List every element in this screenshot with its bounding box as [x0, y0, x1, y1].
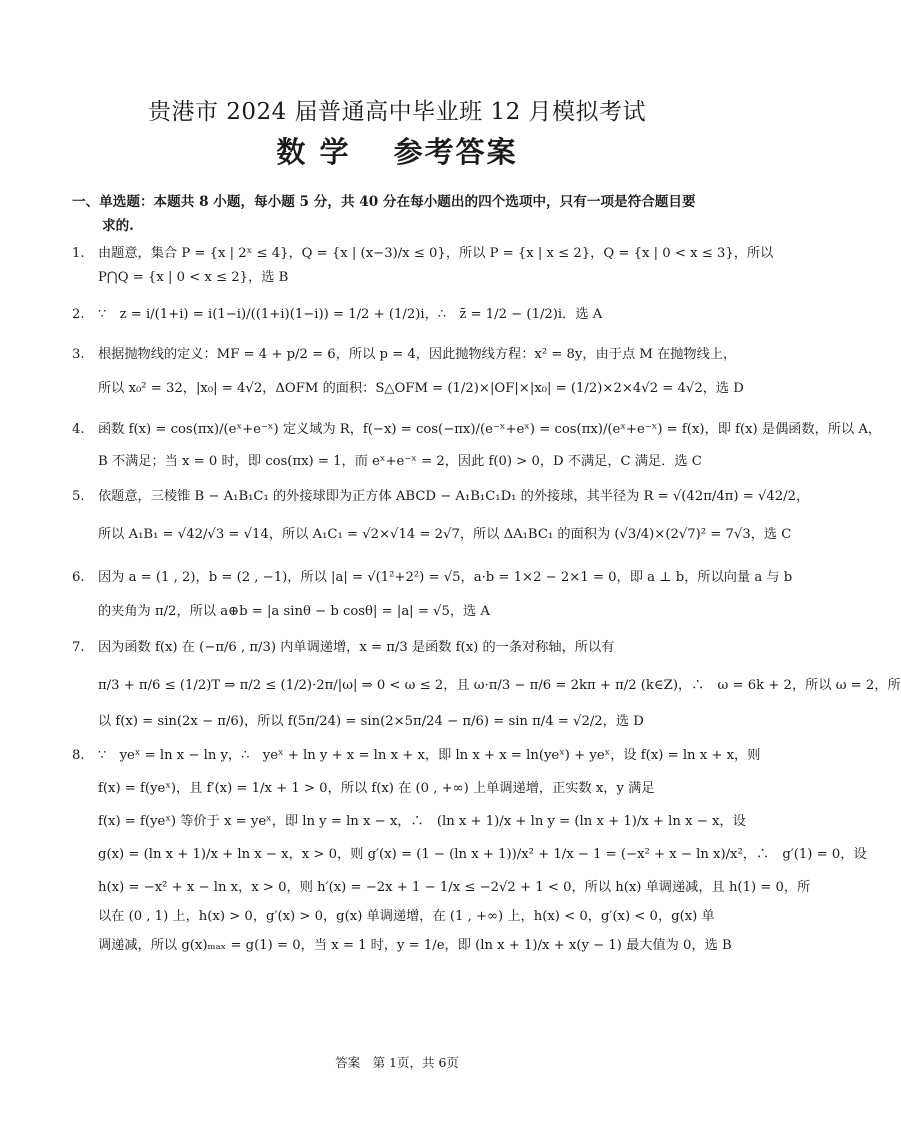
answer-line: f(x) = f(yeˣ) 等价于 x = yeˣ，即 ln y = ln x − x，∴ (ln x + 1)/x + ln y = (ln x + 1)/x + ln x − x，设 [98, 814, 746, 829]
answer-line: 由题意，集合 P = {x | 2ˣ ≤ 4}，Q = {x | (x−3)/x ≤ 0}，所以 P = {x | x ≤ 2}，Q = {x | 0 < x ≤ 3}，所以 [98, 246, 774, 261]
answer-line: f(x) = f(yeˣ)，且 f′(x) = 1/x + 1 > 0，所以 f(x) 在 (0 , +∞) 上单调递增，正实数 x，y 满足 [98, 781, 655, 796]
answer-number: 1. [72, 246, 85, 261]
section-heading-line: 求的. [102, 218, 134, 234]
answer-line: 以在 (0 , 1) 上，h(x) > 0，g′(x) > 0，g(x) 单调递增，在 (1 , +∞) 上，h(x) < 0，g′(x) < 0，g(x) 单 [98, 909, 715, 924]
answer-item-5 [72, 487, 810, 545]
answer-item-6 [72, 568, 793, 622]
answer-item-3 [72, 345, 744, 399]
answer-line: B 不满足；当 x = 0 时，即 cos(πx) = 1，而 eˣ+e⁻ˣ = 2，因此 f(0) > 0，D 不满足，C 满足．选 C [98, 454, 702, 469]
answer-line: 依题意，三棱锥 B − A₁B₁C₁ 的外接球即为正方体 ABCD − A₁B₁C₁D₁ 的外接球，其半径为 R = √(42π/4π) = √42/2， [98, 489, 810, 504]
answer-line: g(x) = (ln x + 1)/x + ln x − x，x > 0，则 g′(x) = (1 − (ln x + 1))/x² + 1/x − 1 = (−x² + x − ln x)/x²，∴ g′(1) = 0，设 [98, 847, 867, 862]
answer-line: 函数 f(x) = cos(πx)/(eˣ+e⁻ˣ) 定义域为 R，f(−x) = cos(−πx)/(e⁻ˣ+eˣ) = cos(πx)/(eˣ+e⁻ˣ) = f(x)，即 f(x) 是偶函数，所以 A， [98, 422, 882, 437]
section-heading-line: 一、单选题：本题共 8 小题，每小题 5 分，共 40 分在每小题出的四个选项中，只有一项是符合题目要 [72, 194, 696, 210]
answer-item-8 [72, 746, 867, 956]
answer-line: 的夹角为 π/2，所以 a⊕b = |a sinθ − b cosθ| = |a| = √5，选 A [98, 604, 490, 619]
answer-number: 5. [72, 489, 85, 504]
answer-item-7 [72, 638, 901, 732]
exam-subtitle: 数 学 参考答案 [276, 135, 518, 169]
answer-line: ∵ z = i/(1+i) = i(1−i)/((1+i)(1−i)) = 1/2 + (1/2)i，∴ z̄ = 1/2 − (1/2)i．选 A [98, 307, 603, 322]
answer-number: 8. [72, 748, 85, 763]
answer-line: 因为 a = (1 , 2)，b = (2 , −1)，所以 |a| = √(1²+2²) = √5，a·b = 1×2 − 2×1 = 0，即 a ⊥ b，所以向量 a 与 b [98, 570, 793, 585]
exam-title: 贵港市 2024 届普通高中毕业班 12 月模拟考试 [147, 99, 647, 125]
answer-line: 因为函数 f(x) 在 (−π/6 , π/3) 内单调递增，x = π/3 是函数 f(x) 的一条对称轴，所以有 [98, 640, 615, 655]
answer-line: ∵ yeˣ = ln x − ln y，∴ yeˣ + ln y + x = ln x + x，即 ln x + x = ln(yeˣ) + yeˣ，设 f(x) = ln x + x，则 [98, 748, 761, 763]
page-footer: 答案 第 1页，共 6页 [335, 1055, 459, 1070]
answer-line: 所以 x₀² = 32，|x₀| = 4√2，ΔOFM 的面积：S△OFM = (1/2)×|OF|×|x₀| = (1/2)×2×4√2 = 4√2，选 D [98, 381, 744, 396]
answer-number: 7. [72, 640, 85, 655]
answer-line: π/3 + π/6 ≤ (1/2)T ⇒ π/2 ≤ (1/2)·2π/|ω| ⇒ 0 < ω ≤ 2，且 ω·π/3 − π/6 = 2kπ + π/2 (k∈Z)，∴ ω = 6k + 2，所以 ω = 2，所 [98, 678, 901, 693]
answer-line: 根据抛物线的定义：MF = 4 + p/2 = 6，所以 p = 4，因此抛物线方程：x² = 8y，由于点 M 在抛物线上， [98, 347, 737, 362]
answer-line: P⋂Q = {x | 0 < x ≤ 2}，选 B [98, 270, 289, 285]
answer-line: 所以 A₁B₁ = √42/√3 = √14，所以 A₁C₁ = √2×√14 = 2√7，所以 ΔA₁BC₁ 的面积为 (√3/4)×(2√7)² = 7√3，选 C [98, 527, 792, 542]
answer-number: 2. [72, 307, 85, 322]
answer-number: 6. [72, 570, 85, 585]
answer-item-1 [72, 244, 774, 288]
answer-line: 调递减，所以 g(x)ₘₐₓ = g(1) = 0，当 x = 1 时，y = 1/e，即 (ln x + 1)/x + x(y − 1) 最大值为 0，选 B [98, 938, 732, 953]
answer-line: 以 f(x) = sin(2x − π/6)，所以 f(5π/24) = sin(2×5π/24 − π/6) = sin π/4 = √2/2，选 D [98, 714, 644, 729]
answer-item-4 [72, 420, 882, 472]
answer-item-2 [72, 305, 724, 325]
section-heading [72, 190, 722, 238]
answer-line: h(x) = −x² + x − ln x，x > 0，则 h′(x) = −2x + 1 − 1/x ≤ −2√2 + 1 < 0，所以 h(x) 单调递减，且 h(1) = 0，所 [98, 880, 811, 895]
answer-number: 3. [72, 347, 85, 362]
answer-number: 4. [72, 422, 85, 437]
